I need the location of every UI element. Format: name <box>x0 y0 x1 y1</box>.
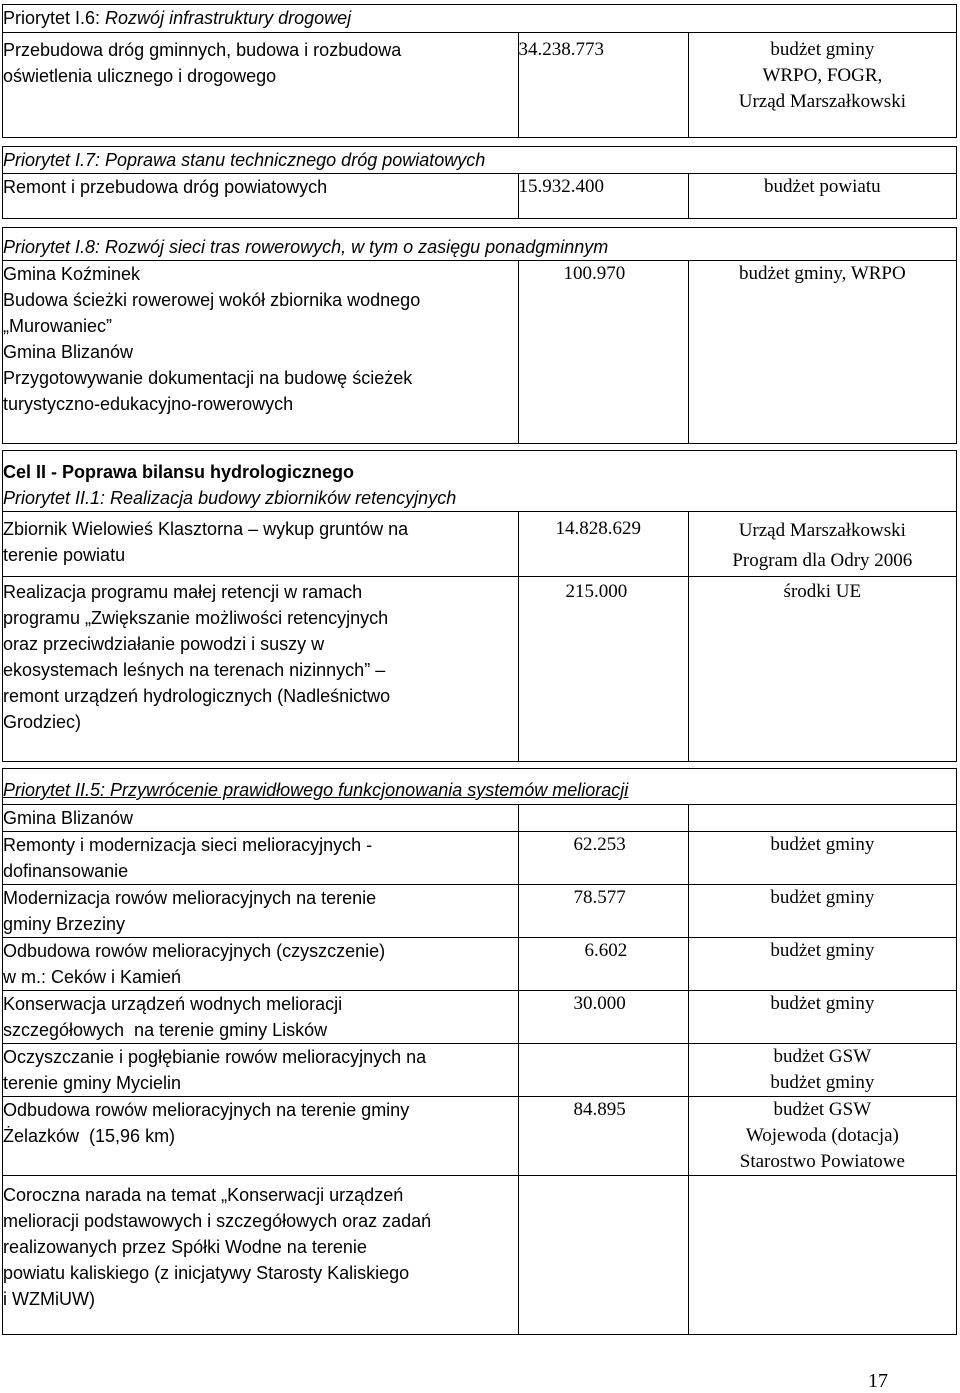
funding-cell: środki UE <box>688 577 956 762</box>
amount-cell: 84.895 <box>518 1097 688 1176</box>
funding-cell: budżet GSW Wojewoda (dotacja) Starostwo Powiatowe <box>688 1097 956 1176</box>
task-cell: Remonty i modernizacja sieci melioracyjnych - dofinansowanie <box>3 832 519 885</box>
amount-cell <box>518 1044 688 1097</box>
task-cell: Zbiornik Wielowieś Klasztorna – wykup gruntów na terenie powiatu <box>3 512 519 577</box>
amount-cell: 6.602 <box>518 938 688 991</box>
amount-cell: 62.253 <box>518 832 688 885</box>
task-cell: Konserwacja urządzeń wodnych melioracji szczegółowych na terenie gminy Lisków <box>3 991 519 1044</box>
funding-cell: budżet gminy <box>688 885 956 938</box>
task-cell: Odbudowa rowów melioracyjnych na terenie gminy Żelazków (15,96 km) <box>3 1097 519 1176</box>
priority-heading: Priorytet I.8: Rozwój sieci tras rowerowych, w tym o zasięgu ponadgminnym <box>3 228 957 261</box>
task-cell: Coroczna narada na temat „Konserwacji urządzeń melioracji podstawowych i szczegółowych oraz zadań realizowanych przez Spółki Wodne na terenie powiatu kaliskiego (z inicjatywy Starosty Kaliskiego i WZMiUW) <box>3 1176 519 1335</box>
amount-cell: 14.828.629 <box>518 512 688 577</box>
goal-and-priority-heading <box>3 451 957 512</box>
empty-cell <box>688 805 956 832</box>
section-priority-1-6 <box>2 4 957 138</box>
task-cell: Realizacja programu małej retencji w ramach programu „Zwiększanie możliwości retencyjnych oraz przeciwdziałanie powodzi i suszy w ekosystemach leśnych na terenach nizinnych” – remont urządzeń hydrologicznych (Nadleśnictwo Grodziec) <box>3 577 519 762</box>
priority-heading: Priorytet I.7: Poprawa stanu technicznego dróg powiatowych <box>3 147 957 174</box>
funding-cell: budżet gminy <box>688 832 956 885</box>
amount-cell: 34.238.773 <box>518 33 688 138</box>
section-priority-1-8 <box>2 227 957 444</box>
table-row <box>3 1097 957 1176</box>
funding-cell: budżet gminy WRPO, FOGR, Urząd Marszałkowski <box>688 33 956 138</box>
task-cell: Remont i przebudowa dróg powiatowych <box>3 174 519 219</box>
funding-cell: budżet powiatu <box>688 174 956 219</box>
table-row <box>3 938 957 991</box>
priority-heading: Priorytet I.6: Rozwój infrastruktury drogowej <box>3 5 957 33</box>
funding-cell: budżet GSW budżet gminy <box>688 1044 956 1097</box>
funding-cell: budżet gminy <box>688 991 956 1044</box>
goal-heading: Cel II - Poprawa bilansu hydrologicznego <box>3 462 355 482</box>
amount-cell: 15.932.400 <box>518 174 688 219</box>
table-row <box>3 1044 957 1097</box>
empty-cell <box>518 805 688 832</box>
amount-cell: 30.000 <box>518 991 688 1044</box>
amount-cell: 215.000 <box>518 577 688 762</box>
task-cell: Modernizacja rowów melioracyjnych na terenie gminy Brzeziny <box>3 885 519 938</box>
document-page <box>2 4 957 1335</box>
table-row <box>3 885 957 938</box>
table-row <box>3 1176 957 1335</box>
section-goal-2 <box>2 450 957 762</box>
priority-heading: Priorytet II.1: Realizacja budowy zbiorników retencyjnych <box>3 488 457 508</box>
table-row <box>3 832 957 885</box>
section-priority-1-7 <box>2 146 957 219</box>
page-number: 17 <box>868 1370 888 1392</box>
task-cell: Gmina Koźminek Budowa ścieżki rowerowej wokół zbiornika wodnego „Murowaniec” Gmina Blizanów Przygotowywanie dokumentacji na budowę ścieżek turystyczno-edukacyjno-rowerowych <box>3 261 519 444</box>
intro-cell: Gmina Blizanów <box>3 805 519 832</box>
task-cell: Oczyszczanie i pogłębianie rowów melioracyjnych na terenie gminy Mycielin <box>3 1044 519 1097</box>
section-priority-2-5 <box>2 768 957 1335</box>
amount-cell: 100.970 <box>518 261 688 444</box>
funding-cell: Urząd Marszałkowski Program dla Odry 2006 <box>688 512 956 577</box>
funding-cell <box>688 1176 956 1335</box>
task-cell: Odbudowa rowów melioracyjnych (czyszczenie) w m.: Ceków i Kamień <box>3 938 519 991</box>
priority-heading: Priorytet II.5: Przywrócenie prawidłowego funkcjonowania systemów melioracji <box>3 769 957 805</box>
table-row <box>3 991 957 1044</box>
funding-cell: budżet gminy <box>688 938 956 991</box>
amount-cell: 78.577 <box>518 885 688 938</box>
task-cell: Przebudowa dróg gminnych, budowa i rozbudowa oświetlenia ulicznego i drogowego <box>3 33 519 138</box>
amount-cell <box>518 1176 688 1335</box>
funding-cell: budżet gminy, WRPO <box>688 261 956 444</box>
